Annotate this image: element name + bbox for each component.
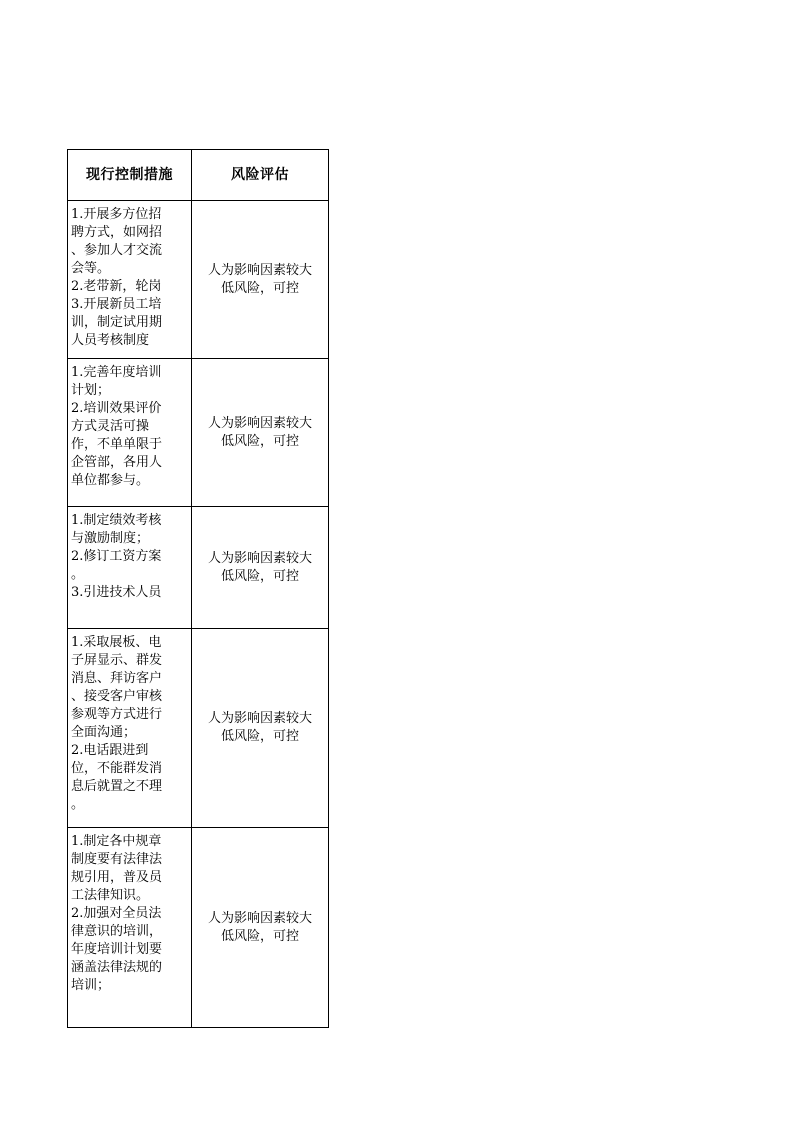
measures-line: 1.制定各中规章 [71,834,162,849]
measures-line: 律意识的培训， [71,924,163,939]
measures-line: 2.加强对全员法 [71,906,162,921]
measures-line: 规引用，普及员 [71,870,163,885]
measures-line: 工法律知识。 [71,888,150,903]
measures-line: 1.开展多方位招 [71,207,162,222]
measures-line: 方式灵活可操 [71,419,150,434]
measures-line: 涵盖法律法规的 [71,960,163,975]
measures-line: 息后就置之不理 [71,779,163,794]
measures-line: 会等。 [71,261,111,276]
measures-line: 聘方式，如网招 [71,225,163,240]
risk-line: 人为影响因素较大 [207,910,312,926]
measures-line: 训，制定试用期 [71,315,163,330]
table-row [68,507,329,629]
risk-line: 低风险，可控 [220,568,299,584]
measures-line: 单位都参与。 [71,473,150,488]
measures-line: 2.修订工资方案 [71,549,162,564]
measures-line: 企管部，各用人 [71,455,163,470]
measures-line: 子屏显示、群发 [71,653,163,668]
risk-cell [192,828,329,1028]
measures-cell [68,201,192,359]
measures-line: 2.电话跟进到 [71,743,149,758]
risk-line: 低风险，可控 [220,280,299,296]
risk-line: 低风险，可控 [220,928,299,944]
risk-cell [192,507,329,629]
measures-cell [68,828,192,1028]
measures-line: 位，不能群发消 [71,761,163,776]
measures-line: 计划； [71,383,111,398]
measures-line: 3.开展新员工培 [71,297,162,312]
table-row [68,629,329,828]
risk-cell [192,359,329,507]
table-row [68,359,329,507]
risk-line: 人为影响因素较大 [207,711,312,726]
risk-line: 低风险，可控 [220,433,299,449]
measures-line: 全面沟通； [71,725,137,740]
table-row [68,828,329,1028]
measures-cell [68,629,192,828]
measures-line: 培训； [71,978,111,993]
header-row [68,150,329,201]
risk-cell [192,629,329,828]
measures-line: 与激励制度； [71,531,150,546]
measures-line: 、接受客户审核 [71,689,163,704]
measures-line: 2.老带新，轮岗 [71,279,162,294]
measures-line: 作，不单单限于 [71,437,163,452]
measures-line: 参观等方式进行 [71,707,163,722]
control-measures-table [67,149,329,1028]
measures-line: 消息、拜访客户 [71,671,163,686]
header-risk: 风险评估 [192,150,329,201]
measures-line: 。 [71,567,85,582]
risk-line: 人为影响因素较大 [207,415,312,431]
measures-cell [68,507,192,629]
measures-line: 2.培训效果评价 [71,401,162,416]
measures-line: 1.制定绩效考核 [71,513,162,528]
measures-line: 1.采取展板、电 [71,635,162,650]
risk-line: 低风险，可控 [220,729,299,744]
measures-line: 1.完善年度培训 [71,365,162,380]
measures-line: 、参加人才交流 [71,243,163,258]
risk-line: 人为影响因素较大 [207,262,312,278]
measures-line: 人员考核制度 [71,333,150,348]
risk-line: 人为影响因素较大 [207,550,312,566]
risk-cell [192,201,329,359]
measures-line: 。 [71,797,85,812]
measures-line: 制度要有法律法 [71,852,163,867]
header-measures: 现行控制措施 [68,150,192,201]
measures-cell [68,359,192,507]
measures-line: 年度培训计划要 [71,942,163,957]
table-row [68,201,329,359]
measures-line: 3.引进技术人员 [71,585,162,600]
